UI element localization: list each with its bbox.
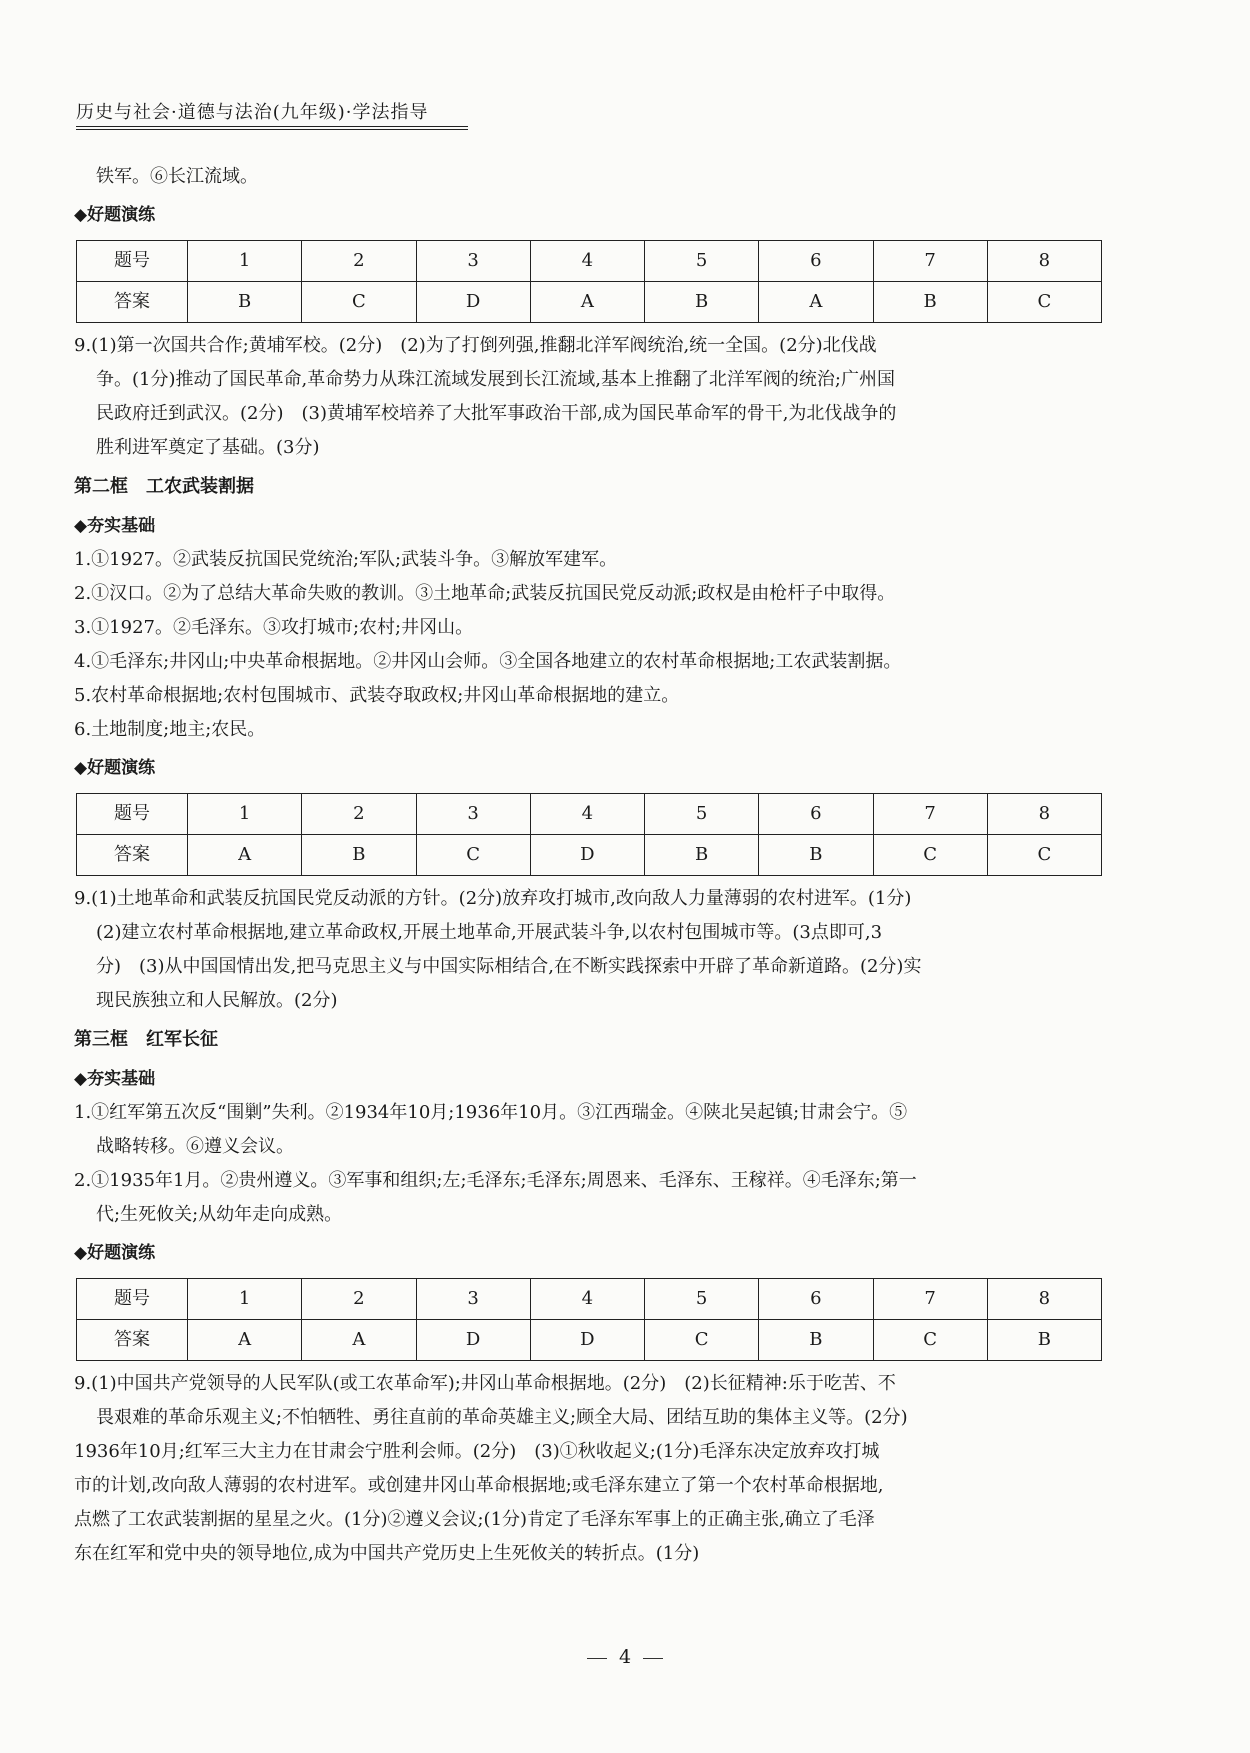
table-cell: B bbox=[645, 835, 759, 876]
basics-line: 5.农村革命根据地;农村包围城市、武装夺取政权;井冈山革命根据地的建立。 bbox=[74, 685, 680, 706]
table-cell: C bbox=[645, 1320, 759, 1361]
basics-line: 6.土地制度;地主;农民。 bbox=[74, 719, 266, 740]
basics-heading: ◆夯实基础 bbox=[74, 1069, 156, 1089]
table-cell: 8 bbox=[987, 1279, 1101, 1320]
table-cell: 2 bbox=[302, 241, 416, 282]
q9-line: (2)建立农村革命根据地,建立革命政权,开展土地革命,开展武装斗争,以农村包围城市等。(3点即可,3 bbox=[96, 922, 883, 943]
q9-line: 胜利进军奠定了基础。(3分) bbox=[96, 437, 320, 458]
row-label: 题号 bbox=[77, 241, 188, 282]
table-cell: 2 bbox=[302, 1279, 416, 1320]
table-cell: C bbox=[987, 835, 1101, 876]
table-cell: 4 bbox=[530, 1279, 644, 1320]
table-cell: B bbox=[759, 1320, 873, 1361]
q9-line: 点燃了工农武装割据的星星之火。(1分)②遵义会议;(1分)肯定了毛泽东军事上的正确主张,确立了毛泽 bbox=[74, 1509, 875, 1530]
table-cell: 7 bbox=[873, 794, 987, 835]
question-number-row bbox=[77, 241, 1102, 282]
practice-heading: ◆好题演练 bbox=[74, 1243, 156, 1263]
q9-line: 1936年10月;红军三大主力在甘肃会宁胜利会师。(2分) (3)①秋收起义;(1分)毛泽东决定放弃攻打城 bbox=[74, 1441, 880, 1462]
table-cell: 3 bbox=[416, 1279, 530, 1320]
question-number-row bbox=[77, 1279, 1102, 1320]
table-cell: 4 bbox=[530, 241, 644, 282]
q9-line: 9.(1)中国共产党领导的人民军队(或工农革命军);井冈山革命根据地。(2分) (2)长征精神:乐于吃苦、不 bbox=[74, 1373, 896, 1394]
table-cell: A bbox=[302, 1320, 416, 1361]
table-cell: D bbox=[416, 282, 530, 323]
q9-line: 民政府迁到武汉。(2分) (3)黄埔军校培养了大批军事政治干部,成为国民革命军的骨干,为北伐战争的 bbox=[96, 403, 897, 424]
row-label: 题号 bbox=[77, 1279, 188, 1320]
table-cell: C bbox=[416, 835, 530, 876]
basics-line: 战略转移。⑥遵义会议。 bbox=[96, 1136, 294, 1157]
table-cell: B bbox=[987, 1320, 1101, 1361]
table-cell: 7 bbox=[873, 1279, 987, 1320]
table-cell: B bbox=[873, 282, 987, 323]
table-cell: A bbox=[530, 282, 644, 323]
table-cell: A bbox=[188, 835, 302, 876]
table-cell: B bbox=[645, 282, 759, 323]
dash-right bbox=[643, 1658, 663, 1659]
row-label: 题号 bbox=[77, 794, 188, 835]
answer-table-1 bbox=[76, 240, 1102, 323]
q9-line: 分) (3)从中国国情出发,把马克思主义与中国实际相结合,在不断实践探索中开辟了革命新道路。(2分)实 bbox=[96, 956, 922, 977]
q9-line: 市的计划,改向敌人薄弱的农村进军。或创建井冈山革命根据地;或毛泽东建立了第一个农村革命根据地, bbox=[74, 1475, 884, 1496]
page-content bbox=[74, 160, 1104, 1571]
q9-line: 争。(1分)推动了国民革命,革命势力从珠江流域发展到长江流域,基本上推翻了北洋军阀的统治;广州国 bbox=[96, 369, 896, 390]
basics-heading: ◆夯实基础 bbox=[74, 516, 156, 536]
table-cell: 6 bbox=[759, 794, 873, 835]
page-number-value: 4 bbox=[618, 1646, 632, 1668]
running-header: 历史与社会·道德与法治(九年级)·学法指导 bbox=[76, 102, 429, 123]
table-cell: 7 bbox=[873, 241, 987, 282]
answer-row bbox=[77, 835, 1102, 876]
table-cell: 5 bbox=[645, 241, 759, 282]
practice-heading: ◆好题演练 bbox=[74, 758, 156, 778]
table-cell: D bbox=[530, 835, 644, 876]
basics-line: 4.①毛泽东;井冈山;中央革命根据地。②井冈山会师。③全国各地建立的农村革命根据地;工农武装割据。 bbox=[74, 651, 902, 672]
table-cell: 6 bbox=[759, 241, 873, 282]
table-cell: 5 bbox=[645, 794, 759, 835]
basics-line: 2.①汉口。②为了总结大革命失败的教训。③土地革命;武装反抗国民党反动派;政权是由枪杆子中取得。 bbox=[74, 583, 896, 604]
question-number-row bbox=[77, 794, 1102, 835]
basics-line: 1.①红军第五次反“围剿”失利。②1934年10月;1936年10月。③江西瑞金。④陕北吴起镇;甘肃会宁。⑤ bbox=[74, 1102, 908, 1123]
basics-line: 1.①1927。②武装反抗国民党统治;军队;武装斗争。③解放军建军。 bbox=[74, 549, 618, 570]
table-cell: B bbox=[302, 835, 416, 876]
table-cell: 3 bbox=[416, 241, 530, 282]
basics-line: 代;生死攸关;从幼年走向成熟。 bbox=[96, 1204, 343, 1225]
table-cell: C bbox=[873, 835, 987, 876]
q9-line: 畏艰难的革命乐观主义;不怕牺牲、勇往直前的革命英雄主义;顾全大局、团结互助的集体主义等。(2分) bbox=[96, 1407, 908, 1428]
header-rule bbox=[76, 126, 468, 130]
table-cell: 4 bbox=[530, 794, 644, 835]
table-cell: 6 bbox=[759, 1279, 873, 1320]
table-cell: 8 bbox=[987, 794, 1101, 835]
section-title-3: 第三框 红军长征 bbox=[74, 1029, 218, 1050]
q9-line: 9.(1)土地革命和武装反抗国民党反动派的方针。(2分)放弃攻打城市,改向敌人力量薄弱的农村进军。(1分) bbox=[74, 888, 912, 909]
table-cell: B bbox=[759, 835, 873, 876]
q9-line: 东在红军和党中央的领导地位,成为中国共产党历史上生死攸关的转折点。(1分) bbox=[74, 1543, 700, 1564]
table-cell: 1 bbox=[188, 241, 302, 282]
table-cell: D bbox=[530, 1320, 644, 1361]
answer-table-2 bbox=[76, 793, 1102, 876]
table-cell: B bbox=[188, 282, 302, 323]
continuation-line: 铁军。⑥长江流域。 bbox=[96, 166, 258, 187]
answer-row bbox=[77, 282, 1102, 323]
table-cell: 1 bbox=[188, 1279, 302, 1320]
table-cell: 1 bbox=[188, 794, 302, 835]
table-cell: C bbox=[302, 282, 416, 323]
table-cell: 5 bbox=[645, 1279, 759, 1320]
table-cell: D bbox=[416, 1320, 530, 1361]
q9-line: 现民族独立和人民解放。(2分) bbox=[96, 990, 338, 1011]
table-cell: 2 bbox=[302, 794, 416, 835]
page-number bbox=[0, 1646, 1250, 1668]
table-cell: 3 bbox=[416, 794, 530, 835]
dash-left bbox=[587, 1658, 607, 1659]
row-label: 答案 bbox=[77, 1320, 188, 1361]
table-cell: C bbox=[873, 1320, 987, 1361]
q9-line: 9.(1)第一次国共合作;黄埔军校。(2分) (2)为了打倒列强,推翻北洋军阀统治,统一全国。(2分)北伐战 bbox=[74, 335, 877, 356]
table-cell: 8 bbox=[987, 241, 1101, 282]
answer-table-3 bbox=[76, 1278, 1102, 1361]
basics-line: 3.①1927。②毛泽东。③攻打城市;农村;井冈山。 bbox=[74, 617, 474, 638]
basics-line: 2.①1935年1月。②贵州遵义。③军事和组织;左;毛泽东;毛泽东;周恩来、毛泽东、王稼祥。④毛泽东;第一 bbox=[74, 1170, 917, 1191]
table-cell: A bbox=[188, 1320, 302, 1361]
table-cell: A bbox=[759, 282, 873, 323]
answer-row bbox=[77, 1320, 1102, 1361]
practice-heading: ◆好题演练 bbox=[74, 205, 156, 225]
row-label: 答案 bbox=[77, 282, 188, 323]
table-cell: C bbox=[987, 282, 1101, 323]
section-title-2: 第二框 工农武装割据 bbox=[74, 476, 254, 497]
row-label: 答案 bbox=[77, 835, 188, 876]
